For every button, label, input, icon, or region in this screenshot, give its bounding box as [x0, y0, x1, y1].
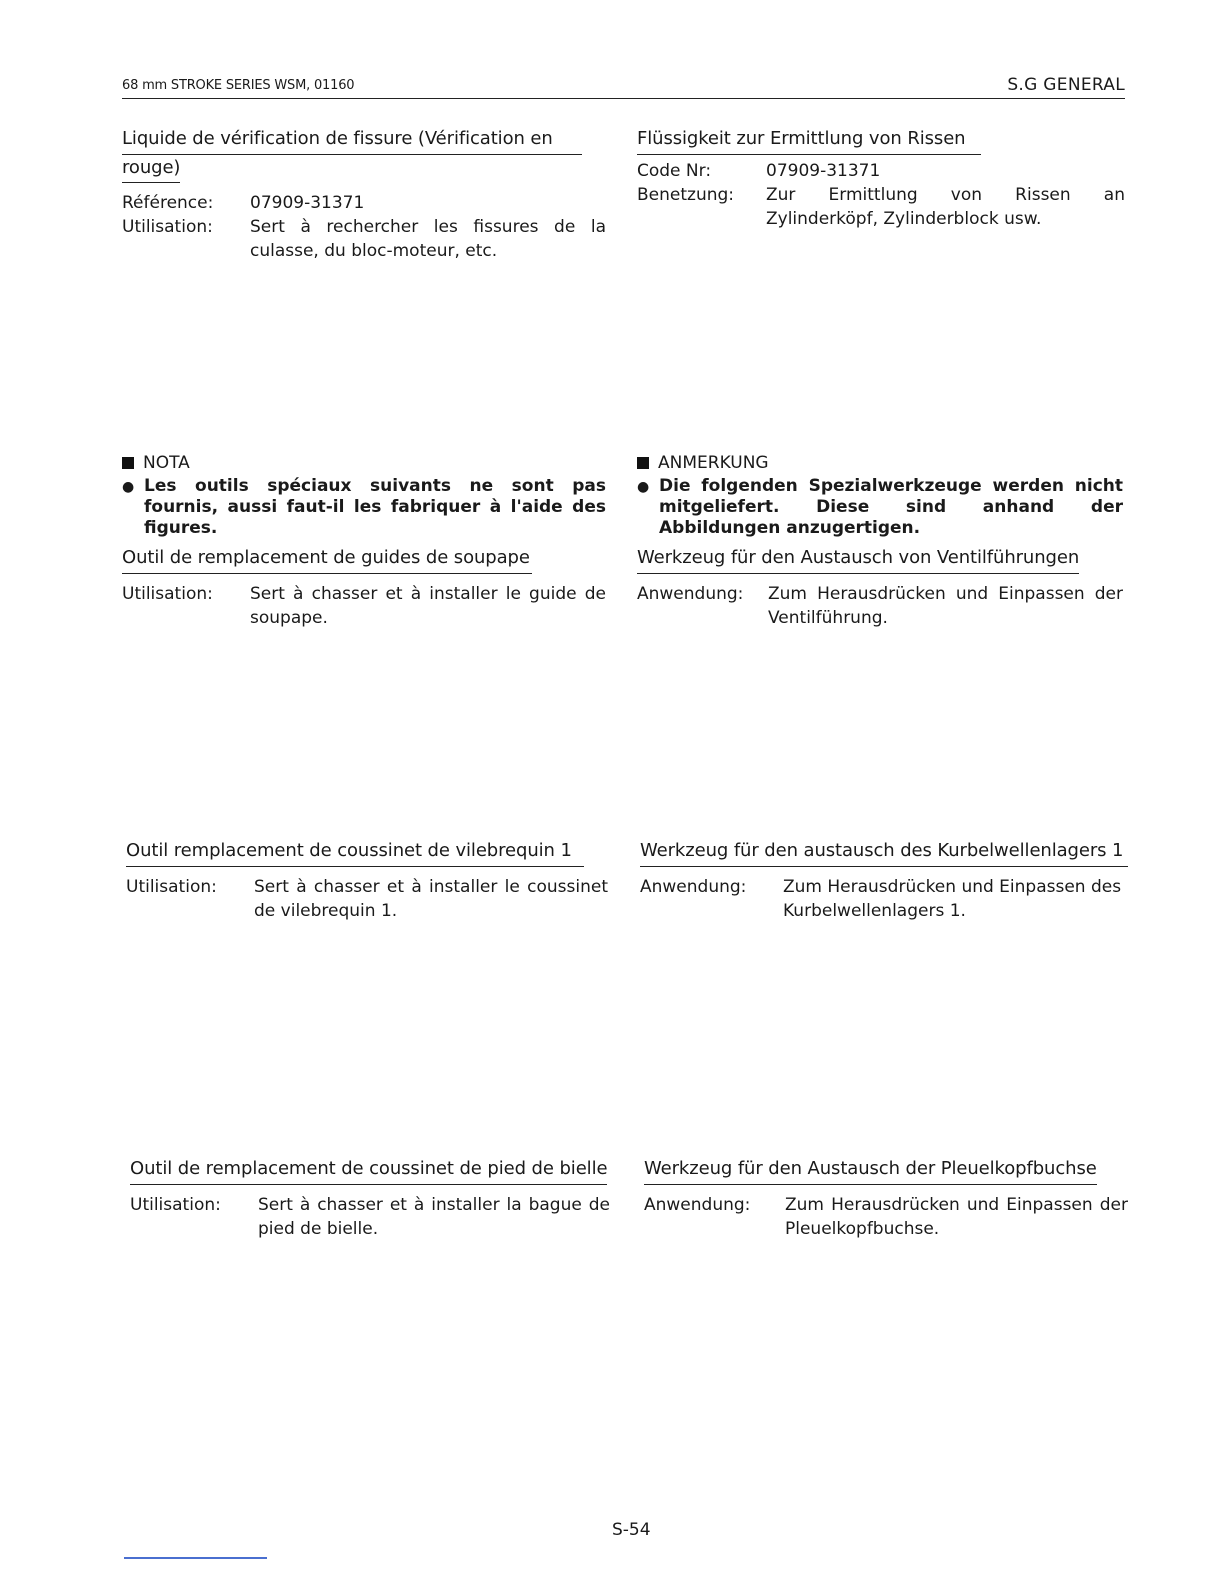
de-crack-use-value: Zur Ermittlung von Rissen an Zylinderköpf, Zylinderblock usw.: [766, 184, 1125, 229]
de-rod-use-label: Anwendung:: [644, 1194, 751, 1215]
de-rod-use-value: Zum Herausdrücken und Einpassen der Pleuelkopfbuchse.: [785, 1194, 1128, 1239]
de-crack-section: [637, 128, 1125, 231]
fr-crack-use-value: Sert à rechercher les fissures de la culasse, du bloc-moteur, etc.: [250, 217, 606, 261]
fr-valve-use-value: Sert à chasser et à installer le guide de soupape.: [250, 583, 606, 628]
fr-note-section: [122, 452, 606, 630]
note-square-icon: [122, 457, 134, 469]
fr-crank-use-value: Sert à chasser et à installer le coussinet de vilebrequin 1.: [254, 876, 608, 921]
footer-rule: [124, 1557, 267, 1559]
fr-rod-title: Outil de remplacement de coussinet de pied de bielle: [130, 1158, 607, 1185]
de-crack-use-label: Benetzung:: [637, 184, 735, 205]
de-crack-code-value: 07909-31371: [766, 160, 881, 181]
de-crack-title: Flüssigkeit zur Ermittlung von Rissen: [637, 128, 981, 155]
fr-crank-section: [126, 840, 608, 923]
fr-crack-use-label: Utilisation:: [122, 217, 213, 237]
de-crank-use-value: Zum Herausdrücken und Einpassen des Kurbelwellenlagers 1.: [783, 876, 1122, 921]
fr-crack-ref-label: Référence:: [122, 193, 214, 213]
fr-note-text: Les outils spéciaux suivants ne sont pas fournis, aussi faut-il les fabriquer à l'aide des figures.: [144, 476, 606, 538]
de-rod-section: [644, 1158, 1128, 1241]
de-crank-section: [640, 840, 1132, 923]
fr-valve-title: Outil de remplacement de guides de soupape: [122, 547, 532, 574]
de-crank-use-label: Anwendung:: [640, 876, 747, 897]
de-valve-use-label: Anwendung:: [637, 583, 744, 604]
fr-crack-ref-value: 07909-31371: [250, 193, 365, 213]
de-crank-title: Werkzeug für den austausch des Kurbelwellenlagers 1: [640, 840, 1128, 867]
header-manual-id: 68 mm STROKE SERIES WSM, 01160: [122, 78, 355, 93]
page-header: [122, 74, 1125, 99]
bullet-dot-icon: ●: [122, 479, 135, 495]
fr-crank-title: Outil remplacement de coussinet de vilebrequin 1: [126, 840, 584, 867]
de-crack-code-label: Code Nr:: [637, 160, 712, 181]
fr-note-heading: NOTA: [143, 453, 190, 473]
fr-crank-use-label: Utilisation:: [126, 876, 217, 897]
fr-crack-title-line1: Liquide de vérification de fissure (Vérification en: [122, 128, 582, 155]
fr-crack-section: [122, 128, 606, 263]
de-note-heading: ANMERKUNG: [658, 453, 769, 473]
de-rod-title: Werkzeug für den Austausch der Pleuelkopfbuchse: [644, 1158, 1097, 1185]
fr-crack-title-line2: rouge): [122, 157, 180, 184]
de-note-section: [637, 452, 1123, 630]
de-note-text: Die folgenden Spezialwerkzeuge werden nicht mitgeliefert. Diese sind anhand der Abbildungen anzugertigen.: [659, 476, 1123, 538]
fr-rod-use-label: Utilisation:: [130, 1194, 221, 1215]
note-square-icon: [637, 457, 649, 469]
fr-rod-section: [130, 1158, 610, 1241]
fr-valve-use-label: Utilisation:: [122, 583, 213, 604]
de-valve-use-value: Zum Herausdrücken und Einpassen der Ventilführung.: [768, 583, 1123, 628]
header-section-title: S.G GENERAL: [1007, 75, 1125, 95]
de-valve-title: Werkzeug für den Austausch von Ventilführungen: [637, 547, 1079, 574]
fr-rod-use-value: Sert à chasser et à installer la bague de pied de bielle.: [258, 1194, 610, 1239]
page-number: S-54: [612, 1520, 651, 1540]
bullet-dot-icon: ●: [637, 479, 650, 495]
